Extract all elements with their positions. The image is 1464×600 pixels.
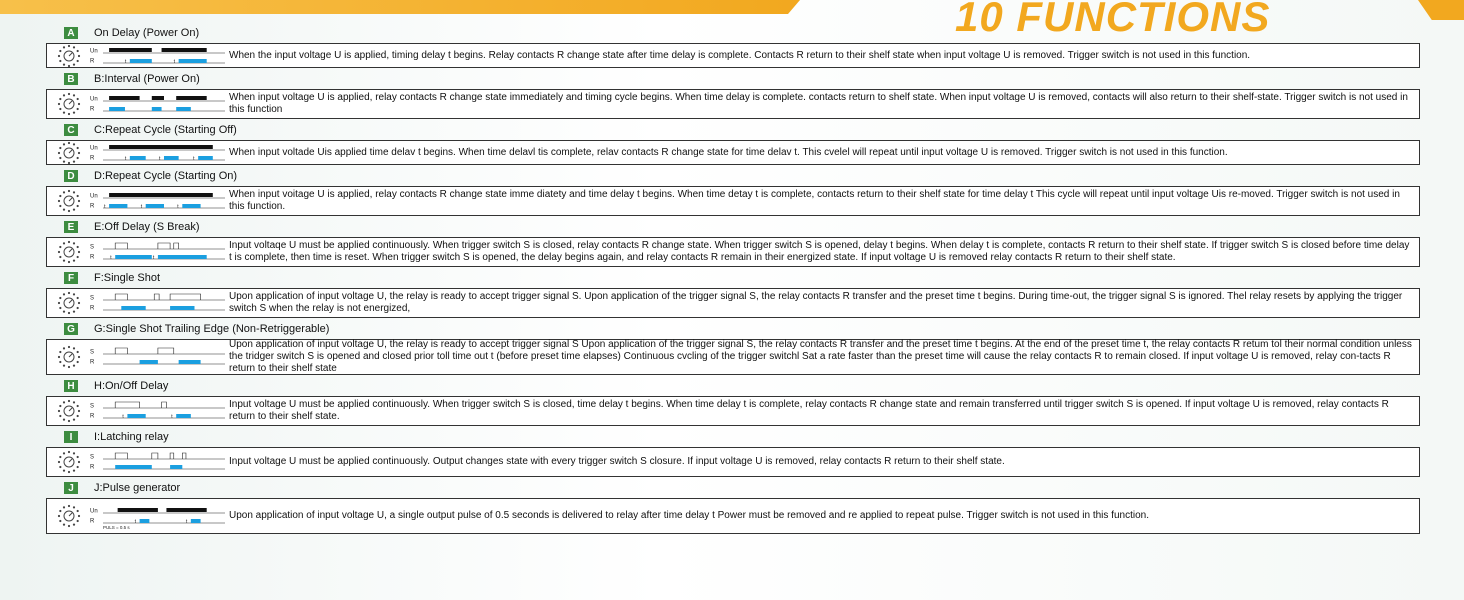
- function-row: [46, 447, 1420, 477]
- signal-label: R: [90, 359, 95, 366]
- timer-dial-icon: [55, 448, 83, 476]
- timer-dial-icon: [55, 187, 83, 215]
- function-letter-badge: E: [64, 221, 78, 233]
- timing-diagram: [89, 91, 229, 117]
- relay-segment: [176, 414, 191, 418]
- time-mark: t: [159, 155, 161, 162]
- functions-list: [46, 26, 1420, 538]
- timer-dial-icon: [55, 343, 83, 371]
- timing-diagram: [89, 290, 229, 316]
- function-letter-badge: F: [64, 272, 78, 284]
- function-description: Upon application of input voltage U, the relay is ready to accept trigger signal S. Upon application of the trigger signal S, the relay contacts R transfer and the preset time t begins. During time-out, the trigger signal S is ignored. Thel relay resets by applying the trigger switch S when the relay is not energized,: [229, 291, 1403, 314]
- signal-label: S: [90, 454, 95, 461]
- function-description: Upon application of input voltage U, a single output pulse of 0.5 seconds is delivered to relay after time delay t Power must be removed and re applied to repeat pulse. Trigger switch is not used in this function.: [229, 510, 1149, 521]
- voltage-segment: [152, 96, 164, 100]
- voltage-segment: [118, 508, 158, 512]
- function-row: [46, 89, 1420, 119]
- timer-dial-icon: [55, 502, 83, 530]
- function-title: B:Interval (Power On): [94, 73, 200, 85]
- timer-dial-icon: [55, 238, 83, 266]
- time-mark: t: [104, 204, 106, 210]
- timer-dial-icon: [55, 90, 83, 118]
- function-description: When input voitage U is applied, relay contacts R change state imme diatety and time delay t begins. When time detay t is complete, contacts return to their shelf state for time delay t This cycle will repeat until input voltage Uis re-moved. Trigger switch is not used in this function.: [229, 189, 1400, 212]
- function-header: [46, 322, 1420, 336]
- page-title: 10 FUNCTIONS: [955, 0, 1271, 40]
- function-letter-badge: B: [64, 73, 78, 85]
- function-letter-badge: C: [64, 124, 78, 136]
- function-title: H:On/Off Delay: [94, 380, 169, 392]
- trigger-pulse: [158, 243, 170, 249]
- time-mark: t: [152, 255, 155, 261]
- relay-segment: [115, 255, 152, 259]
- function-row: [46, 43, 1420, 68]
- function-row: [46, 237, 1420, 267]
- function-header: [46, 169, 1420, 183]
- relay-segment: [170, 465, 182, 469]
- time-mark: t: [185, 519, 188, 525]
- trigger-pulse: [170, 294, 201, 300]
- signal-label: Un: [90, 145, 98, 151]
- function-description: Upon application of input voltage U, the relay is ready to accept trigger signal S Upon application of the trigger signal S, the relay contacts R transfer and the preset time t begins. At the end of the preset time t, the relay contacts R retum tol their normal condition unless the tridger switch S is opened and closed prior toll time out t (before preset time elapses) Continuous cvcling of the trigger switchl Sat a rate faster than the preset time will cause the relay contacts R to remain closed. If input voltage U is removed, relay con-tacts R return to their shelf state: [229, 339, 1412, 374]
- time-mark: t: [122, 414, 124, 420]
- signal-label: R: [90, 305, 95, 312]
- relay-segment: [115, 465, 152, 469]
- voltage-segment: [162, 48, 207, 52]
- relay-segment: [130, 156, 146, 160]
- relay-segment: [140, 360, 158, 364]
- function-title: D:Repeat Cycle (Starting On): [94, 170, 238, 182]
- function-letter-badge: H: [64, 380, 78, 392]
- function-row: [46, 186, 1420, 216]
- signal-label: R: [90, 464, 95, 471]
- time-mark: t: [134, 519, 136, 525]
- time-mark: t: [110, 255, 112, 261]
- relay-segment: [109, 107, 125, 111]
- relay-segment: [170, 306, 194, 310]
- function-header: [46, 123, 1420, 137]
- top-right-accent: [1418, 0, 1464, 20]
- trigger-pulse: [115, 294, 127, 300]
- trigger-pulse: [115, 402, 139, 408]
- time-mark: t: [193, 155, 195, 162]
- signal-label: Un: [90, 96, 98, 103]
- relay-segment: [121, 306, 145, 310]
- time-mark: t: [171, 414, 173, 420]
- trigger-pulse: [154, 294, 159, 300]
- function-letter-badge: D: [64, 170, 78, 182]
- signal-label: S: [90, 295, 95, 302]
- signal-label: R: [90, 106, 95, 113]
- function-header: [46, 26, 1420, 40]
- function-description: Input voltage U must be applied continuously. When trigger switch S is closed, time delay t begins. When time delay t is complete, relay contacts R change state and remain transferred until trigger switch S is opened. If input voltage U is removed, relay contacts R return to their shelf state.: [229, 399, 1389, 422]
- function-title: F:Single Shot: [94, 272, 161, 284]
- timing-diagram: [89, 140, 229, 166]
- relay-segment: [158, 255, 207, 259]
- voltage-segment: [109, 145, 213, 149]
- voltage-segment: [109, 48, 152, 52]
- signal-label: S: [90, 244, 95, 251]
- function-row: [46, 396, 1420, 426]
- function-header: [46, 430, 1420, 444]
- function-title: On Delay (Power On): [94, 27, 200, 39]
- signal-label: R: [90, 413, 95, 420]
- function-title: J:Pulse generator: [94, 482, 181, 494]
- relay-segment: [182, 204, 200, 208]
- relay-segment: [191, 519, 201, 523]
- timer-dial-icon: [55, 289, 83, 317]
- trigger-pulse: [182, 453, 186, 459]
- relay-segment: [140, 519, 150, 523]
- voltage-segment: [109, 96, 140, 100]
- top-accent-band: [0, 0, 800, 14]
- function-header: [46, 271, 1420, 285]
- timing-diagram: [89, 188, 229, 214]
- function-header: [46, 220, 1420, 234]
- trigger-pulse: [158, 348, 174, 354]
- time-mark: t: [140, 204, 143, 210]
- timing-diagram: [89, 449, 229, 475]
- signal-label: R: [90, 518, 95, 525]
- signal-label: R: [90, 155, 95, 161]
- function-row: [46, 339, 1420, 375]
- signal-label: S: [90, 349, 95, 356]
- relay-segment: [179, 59, 207, 63]
- time-mark: t: [177, 204, 179, 210]
- function-row: [46, 498, 1420, 534]
- pulse-note: PULS = 0.5 s: [103, 525, 130, 529]
- relay-segment: [198, 156, 213, 160]
- timing-diagram: [89, 398, 229, 424]
- function-letter-badge: I: [64, 431, 78, 443]
- signal-label: Un: [90, 48, 98, 54]
- function-header: [46, 481, 1420, 495]
- time-mark: t: [124, 58, 127, 65]
- function-description: Input voltaqe U must be applied continuously. When trigger switch S is closed, relay contacts R change state. When trigger switch S is opened, delay t begins. When delay t is complete, contacts R return to their shelf state. If trigger switch S is closed before time delay t is complete, then time is reset. When trigger switch S is opened, the delay begins again, and relay contacts R remain in their energized state. If input voltage U is removed relay contacts R return to their shelf state.: [229, 240, 1410, 263]
- timing-diagram: [89, 344, 229, 370]
- function-letter-badge: J: [64, 482, 78, 494]
- time-mark: t: [124, 155, 127, 162]
- timer-dial-icon: [55, 397, 83, 425]
- function-row: [46, 288, 1420, 318]
- trigger-pulse: [115, 348, 127, 354]
- trigger-pulse: [115, 243, 127, 249]
- signal-label: S: [90, 403, 95, 410]
- function-description: Input voltage U must be applied continuously. Output changes state with every trigger switch S closure. If input voltage U is removed, relay contacts R return to their shelf state.: [229, 456, 1005, 467]
- function-title: G:Single Shot Trailing Edge (Non-Retriggerable): [94, 323, 330, 335]
- relay-segment: [176, 107, 191, 111]
- timer-dial-icon: [55, 42, 83, 70]
- function-letter-badge: G: [64, 323, 78, 335]
- relay-segment: [127, 414, 145, 418]
- signal-label: Un: [90, 193, 98, 200]
- relay-segment: [130, 59, 152, 63]
- relay-segment: [179, 360, 201, 364]
- function-letter-badge: A: [64, 27, 78, 39]
- trigger-pulse: [174, 243, 179, 249]
- function-header: [46, 379, 1420, 393]
- voltage-segment: [176, 96, 207, 100]
- voltage-segment: [109, 193, 213, 197]
- function-description: When input voltade Uis applied time delav t begins. When time delavl tis complete, relav contacts R change state for time delav t. This cvelel will repeat until input voltage U is removed. Trigger switch is not used in this function.: [229, 146, 1228, 158]
- timing-diagram: [89, 43, 229, 69]
- timing-diagram: [89, 239, 229, 265]
- signal-label: R: [90, 58, 95, 64]
- function-title: I:Latching relay: [94, 431, 169, 443]
- trigger-pulse: [170, 453, 174, 459]
- signal-label: Un: [90, 508, 98, 515]
- function-title: C:Repeat Cycle (Starting Off): [94, 124, 237, 136]
- function-header: [46, 72, 1420, 86]
- signal-label: R: [90, 203, 95, 210]
- timing-diagram: [89, 503, 229, 529]
- time-mark: t: [173, 58, 176, 65]
- relay-segment: [109, 204, 127, 208]
- relay-segment: [146, 204, 164, 208]
- function-title: E:Off Delay (S Break): [94, 221, 200, 233]
- voltage-segment: [166, 508, 206, 512]
- signal-label: R: [90, 254, 95, 261]
- function-row: [46, 140, 1420, 165]
- timer-dial-icon: [55, 139, 83, 167]
- function-description: When the input voltage U is applied, timing delay t begins. Relay contacts R change state after time delay is complete. Contacts R return to their shelf state when input voltage U is removed. Trigger switch is not used in this function.: [229, 49, 1251, 61]
- trigger-pulse: [115, 453, 127, 459]
- trigger-pulse: [162, 402, 167, 408]
- trigger-pulse: [152, 453, 158, 459]
- relay-segment: [152, 107, 162, 111]
- function-description: When input voltage U is applied, relay contacts R change state immediately and timing cycle begins. When time delay is complete. contacts return to shelf state. When input voltage U is removed, contacts will also return to their shelf-state. Trigger switch is not used in this function: [229, 92, 1408, 115]
- relay-segment: [164, 156, 179, 160]
